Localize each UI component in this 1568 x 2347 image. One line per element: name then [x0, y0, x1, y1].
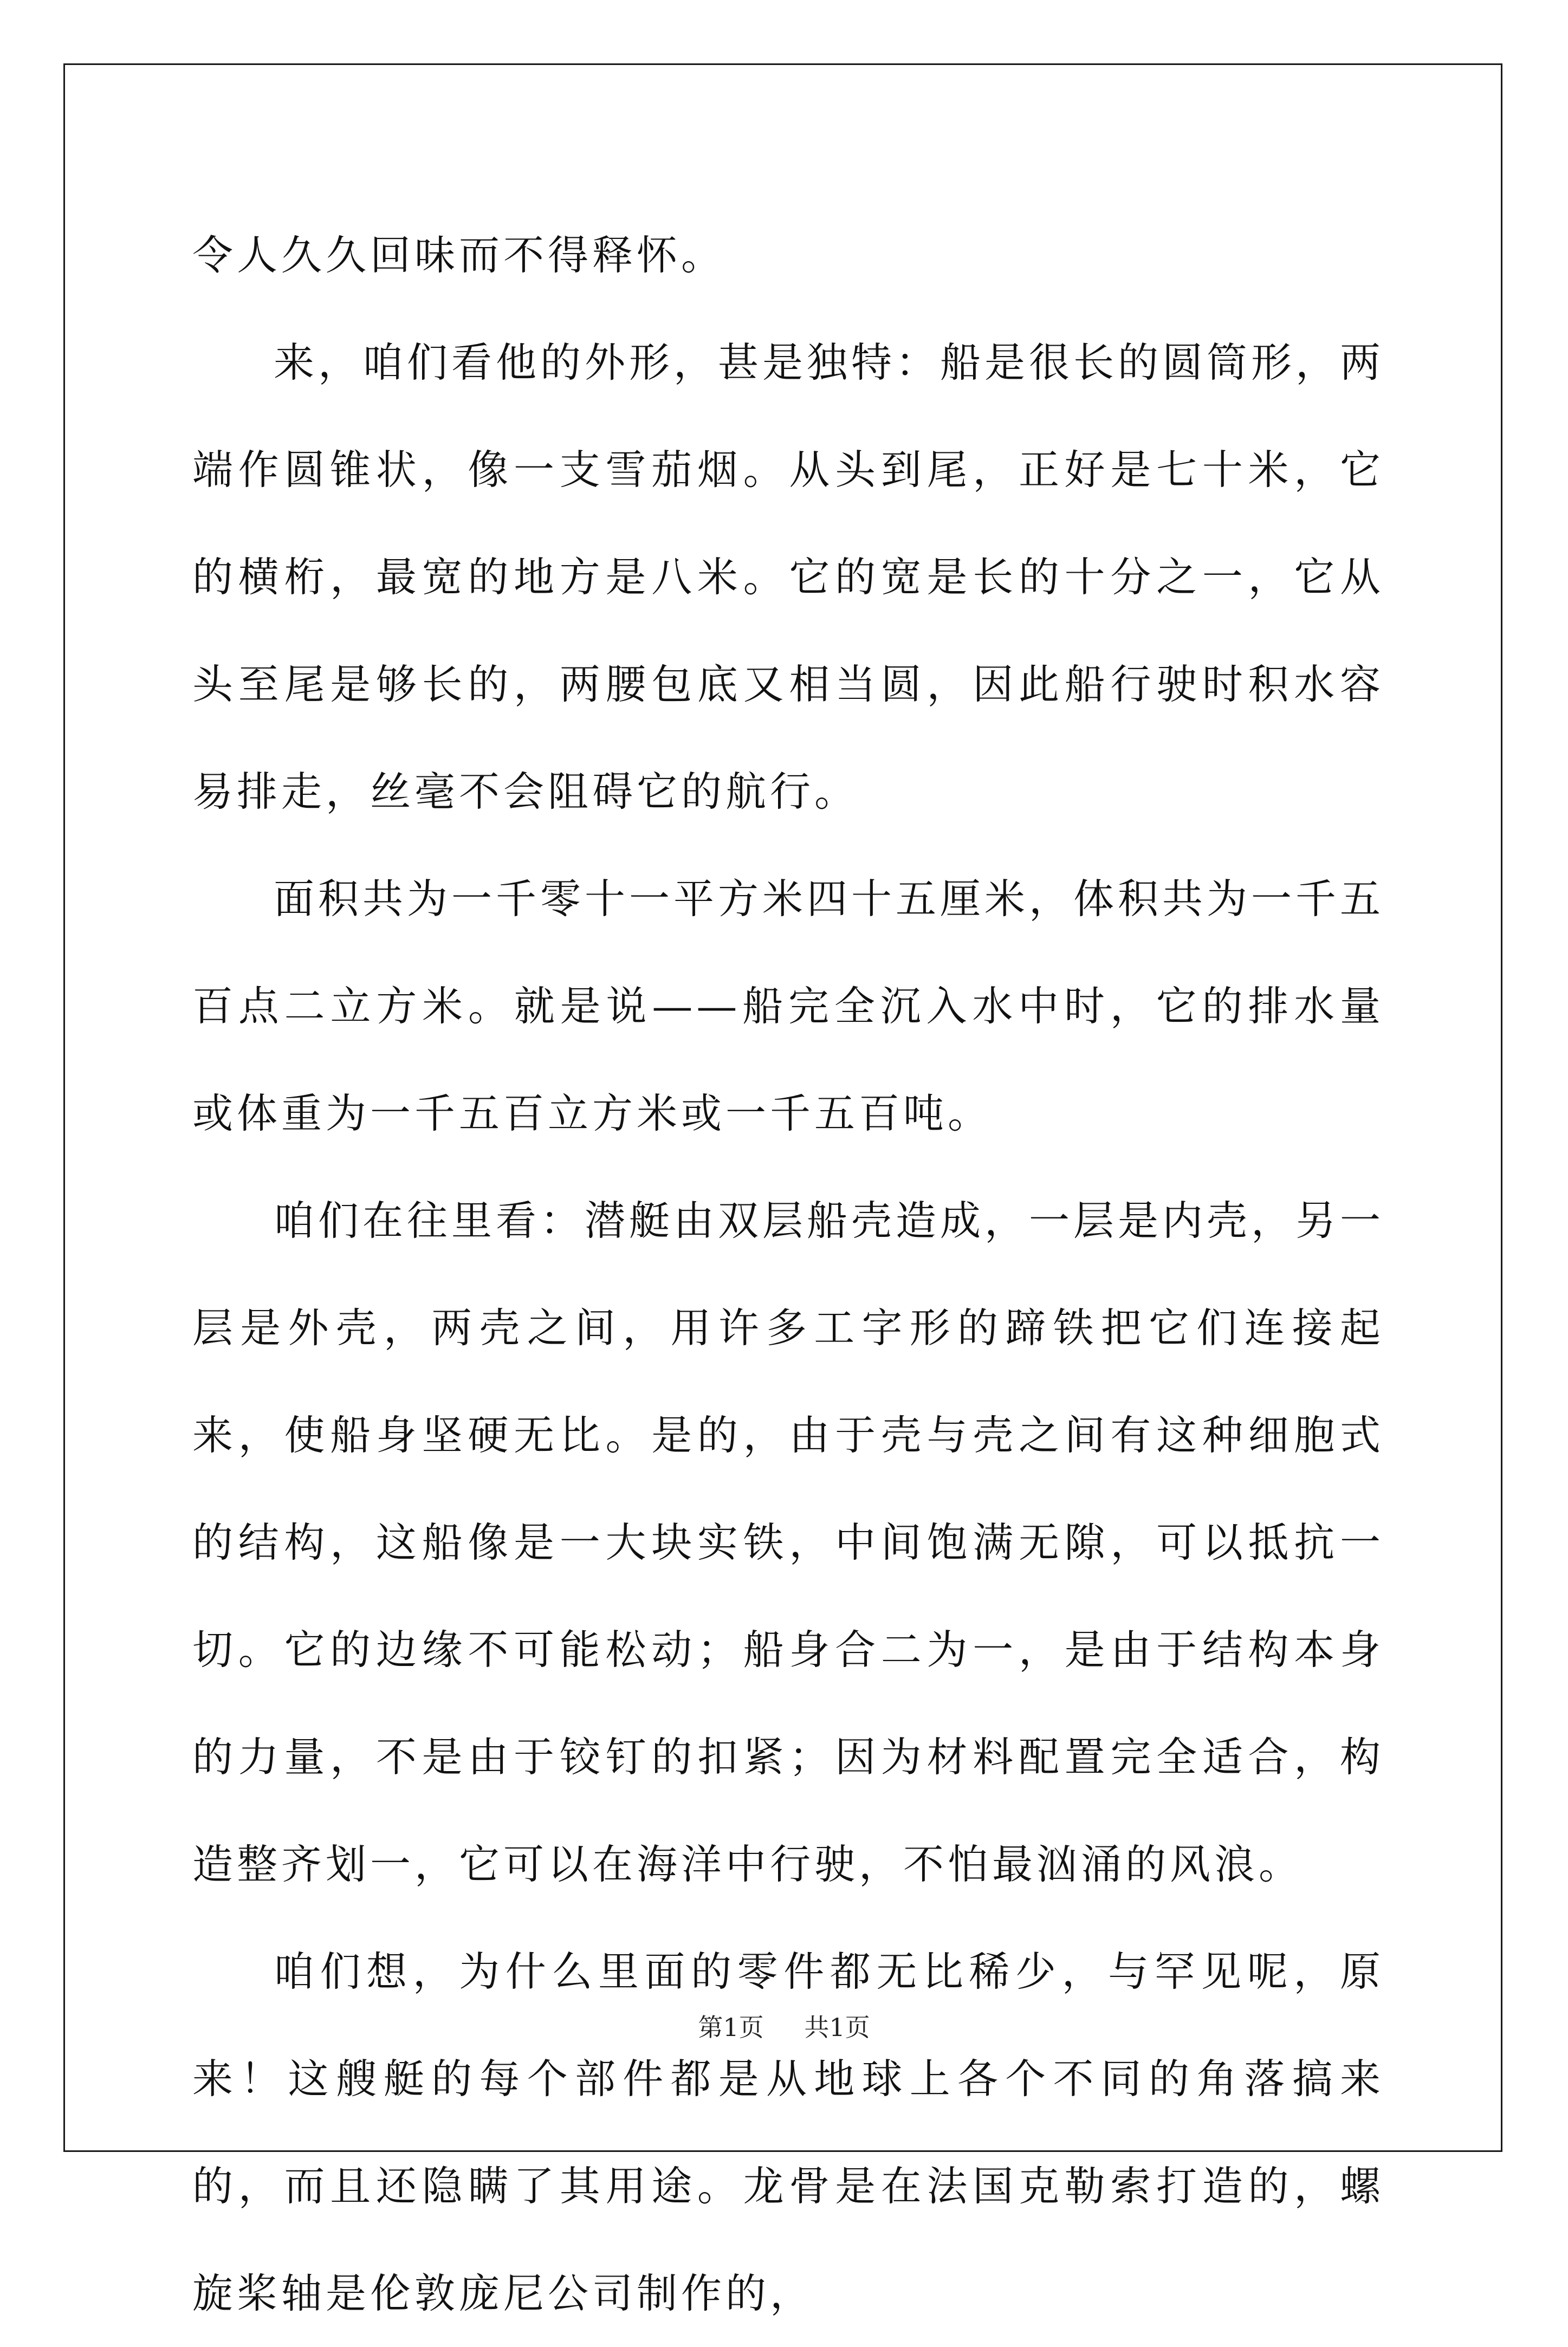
page-total: 共1页 [804, 2013, 870, 2042]
page-number: 第1页 [698, 2013, 764, 2042]
paragraph-4: 咱们在往里看：潜艇由双层船壳造成，一层是内壳，另一层是外壳，两壳之间，用许多工字形的蹄铁把它们连接起来，使船身坚硬无比。是的，由于壳与壳之间有这种细胞式的结构，这船像是一大块实铁，中间饱满无隙，可以抵抗一切。它的边缘不可能松动；船身合二为一，是由于结构本身的力量，不是由于铰钉的扣紧；因为材料配置完全适合，构造整齐划一，它可以在海洋中行驶，不怕最汹涌的风浪。 [192, 1197, 1385, 1888]
paragraph-2: 来，咱们看他的外形，甚是独特：船是很长的圆筒形，两端作圆锥状，像一支雪茄烟。从头到尾，正好是七十米，它的横桁，最宽的地方是八米。它的宽是长的十分之一，它从头至尾是够长的，两腰包底又相当圆，因此船行驶时积水容易排走，丝毫不会阻碍它的航行。 [192, 339, 1385, 815]
paragraph-3: 面积共为一千零十一平方米四十五厘米，体积共为一千五百点二立方米。就是说——船完全沉入水中时，它的排水量或体重为一千五百立方米或一千五百吨。 [192, 875, 1385, 1137]
paragraph-5: 咱们想，为什么里面的零件都无比稀少，与罕见呢，原来！这艘艇的每个部件都是从地球上各个不同的角落搞来的，而且还隐瞒了其用途。龙骨是在法国克勒索打造的，螺旋桨轴是伦敦庞尼公司制作的， [192, 1948, 1384, 2317]
paragraph-1: 令人久久回味而不得释怀。 [192, 231, 726, 279]
page-footer [0, 2011, 1568, 2044]
